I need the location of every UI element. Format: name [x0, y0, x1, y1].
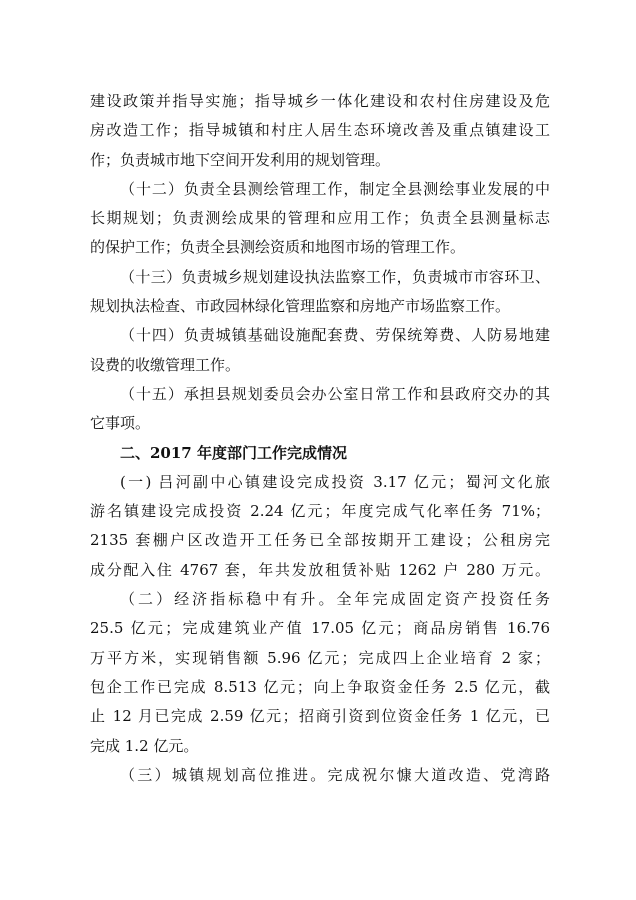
text-line: 游名镇建设完成投资 2.24 亿元；年度完成气化率任务 71%；: [90, 502, 550, 521]
text-line: （十四）负责城镇基础设施配套费、劳保统筹费、人防易地建: [120, 326, 550, 345]
text-line: （十二）负责全县测绘管理工作，制定全县测绘事业发展的中: [120, 179, 550, 198]
text-line: (一) 吕河副中心镇建设完成投资 3.17 亿元；蜀河文化旅: [120, 472, 550, 491]
section-heading: 二、2017 年度部门工作完成情况: [120, 443, 347, 462]
text-line: 2135 套棚户区改造开工任务已全部按期开工建设；公租房完: [90, 531, 550, 550]
text-line: 长期规划；负责测绘成果的管理和应用工作；负责全县测量标志: [90, 209, 550, 228]
text-line: 作；负责城市地下空间开发利用的规划管理。: [90, 150, 391, 169]
text-line: 规划执法检查、市政园林绿化管理监察和房地产市场监察工作。: [90, 297, 511, 316]
text-line: 25.5 亿元；完成建筑业产值 17.05 亿元；商品房销售 16.76: [90, 619, 550, 638]
text-line: （十三）负责城乡规划建设执法监察工作，负责城市市容环卫、: [120, 267, 550, 286]
text-line: 的保护工作；负责全县测绘资质和地图市场的管理工作。: [90, 238, 466, 257]
text-line: 房改造工作；指导城镇和村庄人居生态环境改善及重点镇建设工: [90, 121, 550, 140]
text-line: 建设政策并指导实施；指导城乡一体化建设和农村住房建设及危: [90, 92, 550, 110]
text-line: 它事项。: [90, 414, 151, 433]
text-line: 包企工作已完成 8.513 亿元；向上争取资金任务 2.5 亿元，截: [90, 677, 550, 696]
document-body: [90, 87, 550, 790]
text-line: 设费的收缴管理工作。: [90, 355, 241, 374]
text-line: （三）城镇规划高位推进。完成祝尔慷大道改造、党湾路: [120, 765, 550, 784]
text-line: （十五）承担县规划委员会办公室日常工作和县政府交办的其: [120, 384, 550, 403]
text-line: 完成 1.2 亿元。: [90, 736, 199, 755]
text-line: 成分配入住 4767 套，年共发放租赁补贴 1262 户 280 万元。: [90, 560, 550, 579]
text-line: 万平方米，实现销售额 5.96 亿元；完成四上企业培育 2 家；: [90, 648, 550, 667]
text-line: （二）经济指标稳中有升。全年完成固定资产投资任务: [120, 590, 550, 609]
text-line: 止 12 月已完成 2.59 亿元；招商引资到位资金任务 1 亿元，已: [90, 707, 550, 726]
